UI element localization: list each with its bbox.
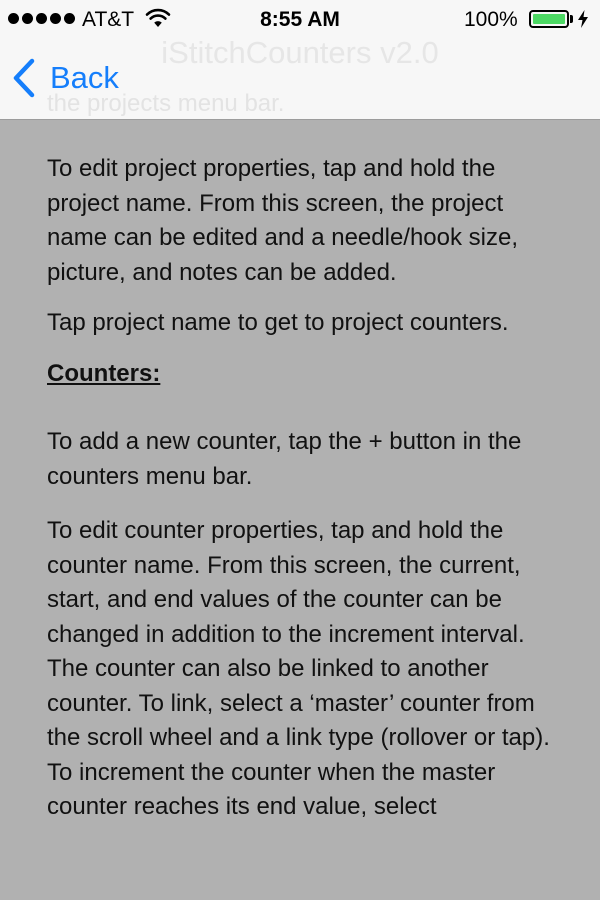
charging-bolt-icon — [577, 10, 589, 28]
battery-percent: 100% — [464, 8, 518, 31]
battery-tip — [570, 15, 573, 23]
paragraph-edit-project: To edit project properties, tap and hold the project name. From this screen, the project name can be edited and a needle/hook size, picture, and notes can be added. — [47, 155, 519, 286]
nav-scrolled-text-ghost: the projects menu bar. — [47, 90, 285, 117]
paragraph-tap-project: Tap project name to get to project counters. — [47, 309, 509, 336]
battery-icon — [529, 10, 569, 28]
navigation-bar — [0, 40, 600, 120]
help-content — [47, 152, 567, 825]
back-button-label: Back — [50, 60, 119, 95]
carrier-label: AT&T — [82, 8, 135, 31]
paragraph-edit-counter: To edit counter properties, tap and hold the counter name. From this screen, the current, start, and end values of the counter can be changed in addition to the increment interval. The counter can also be linked to another counter. To link, select a ‘master’ counter from the scroll wheel and a link type (rollover or tap). To increment the counter when the master counter reaches its end value, select — [47, 517, 550, 820]
status-bar — [0, 0, 600, 40]
chevron-left-icon — [12, 58, 36, 98]
status-time: 8:55 AM — [260, 8, 340, 31]
back-button[interactable] — [12, 58, 119, 98]
paragraph-add-counter: To add a new counter, tap the + button in the counters menu bar. — [47, 428, 522, 490]
counters-heading: Counters: — [47, 359, 161, 387]
battery-fill — [533, 14, 565, 24]
nav-title-ghost: iStitchCounters v2.0 — [161, 40, 439, 70]
